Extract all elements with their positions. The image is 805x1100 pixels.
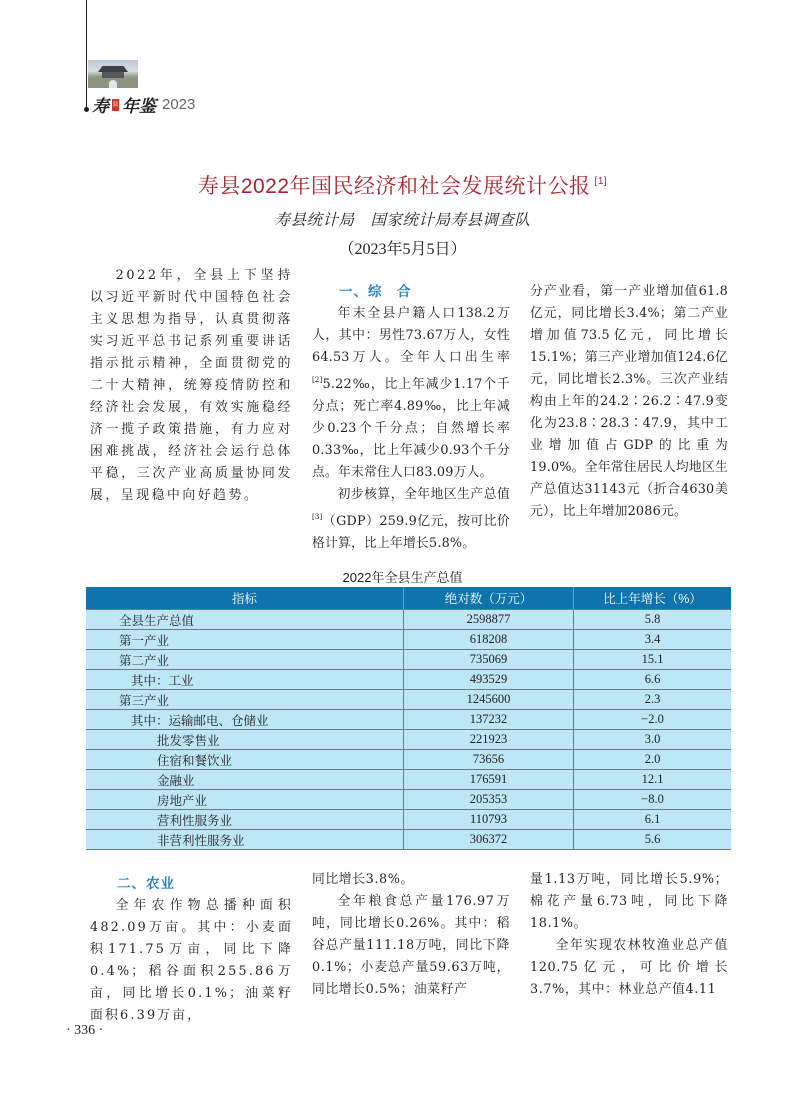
section2-column (90, 873, 293, 1027)
row-value: 205353 (404, 790, 574, 810)
row-growth: 12.1 (574, 770, 732, 790)
table-row (86, 830, 731, 850)
document-authors: 寿县统计局 国家统计局寿县调查队 (274, 211, 531, 229)
population-paragraph (312, 303, 510, 484)
row-indicator: 住宿和餐饮业 (86, 750, 404, 770)
row-growth: −2.0 (574, 710, 732, 730)
document-date: （2023年5月5日） (338, 241, 467, 258)
intro-column (90, 265, 293, 507)
footnote-mark-2: [2] (312, 376, 323, 384)
row-indicator: 金融业 (86, 770, 404, 790)
page-number: · 336 · (66, 1023, 104, 1038)
header-value: 绝对数（万元） (404, 587, 574, 610)
row-growth: 5.8 (574, 610, 732, 630)
table-row (86, 630, 731, 650)
table-row (86, 670, 731, 690)
population-text-a: 年末全县户籍人口138.2万人，其中：男性73.67万人，女性64.53万人。全年人口出生率 (312, 306, 510, 365)
industry-paragraph: 分产业看，第一产业增加值61.8亿元，同比增长3.4%；第二产业增加值73.5亿元，同比增长15.1%；第三产业增加值124.6亿元，同比增长2.3%。三次产业结构由上年的24.2∶26.2∶47.9变化为23.8∶28.3∶47.9，其中工业增加值占GDP的比重为19.0%。全年常住居民人均地区生产总值达31143元（折合4630美元），比上年增加2086元。 (530, 284, 728, 519)
section2-heading: 二、农业 (117, 876, 175, 891)
section1-heading: 一、综 合 (339, 284, 412, 299)
row-indicator: 营利性服务业 (86, 810, 404, 830)
gdp-text-b: （GDP）259.9亿元，按可比价格计算，比上年增长5.8%。 (312, 514, 510, 551)
gate-arch-shape (109, 80, 117, 88)
row-growth: 6.1 (574, 810, 732, 830)
row-indicator: 其中：运输邮电、仓储业 (86, 710, 404, 730)
table-row (86, 770, 731, 790)
row-growth: 3.0 (574, 730, 732, 750)
grain-output-continued: 量1.13万吨，同比增长5.9%；棉花产量6.73吨，同比下降18.1%。 (530, 872, 728, 931)
intro-paragraph: 2022年，全县上下坚持以习近平新时代中国特色社会主义思想为指导，认真贯彻落实习近平总书记系列重要讲话指示批示精神，全面贯彻党的二十大精神，统筹疫情防控和经济社会发展，有效实施稳经济一揽子政策措施，有力应对困难挑战，经济社会运行总体平稳，三次产业高质量协同发展，呈现稳中向好趋势。 (90, 268, 293, 503)
row-growth: 2.3 (574, 690, 732, 710)
sown-area-paragraph: 全年农作物总播种面积482.09万亩。其中：小麦面积171.75万亩，同比下降0.4%；稻谷面积255.86万亩，同比增长0.1%；油菜籽面积6.39万亩， (90, 898, 293, 1023)
sown-area-continued: 同比增长3.8%。 (312, 872, 414, 887)
row-indicator: 批发零售业 (86, 730, 404, 750)
row-indicator: 其中：工业 (86, 670, 404, 690)
city-gate-photo (88, 60, 138, 88)
header-rule-dot (84, 107, 89, 112)
table-row (86, 750, 731, 770)
gdp-paragraph (312, 484, 510, 555)
row-value: 221923 (404, 730, 574, 750)
title-footnote-mark: [1] (594, 176, 608, 187)
table-header-row (86, 587, 731, 610)
table-row (86, 610, 731, 630)
row-growth: −8.0 (574, 790, 732, 810)
row-growth: 15.1 (574, 650, 732, 670)
row-indicator: 房地产业 (86, 790, 404, 810)
section1-column (312, 281, 510, 555)
row-value: 110793 (404, 810, 574, 830)
red-seal-icon: 县 (112, 99, 119, 111)
table-row (86, 790, 731, 810)
row-value: 493529 (404, 670, 574, 690)
header-growth: 比上年增长（%） (574, 587, 732, 610)
title-block (0, 170, 805, 259)
row-indicator: 第一产业 (86, 630, 404, 650)
yearbook-brand (92, 92, 195, 117)
brand-text: 年鉴 (122, 97, 156, 117)
agri-output-paragraph: 全年实现农林牧渔业总产值120.75亿元，可比价增长3.7%，其中：林业总产值4.11 (530, 938, 728, 997)
row-growth: 6.6 (574, 670, 732, 690)
brand-year: 2023 (162, 96, 196, 113)
row-growth: 2.0 (574, 750, 732, 770)
section2-column-2 (312, 869, 510, 1001)
section2-column-3 (530, 869, 728, 1001)
row-value: 735069 (404, 650, 574, 670)
row-value: 73656 (404, 750, 574, 770)
gdp-text-a: 初步核算，全年地区生产总值 (337, 487, 510, 502)
table-caption: 2022年全县生产总值 (342, 570, 463, 585)
row-value: 2598877 (404, 610, 574, 630)
table-row (86, 690, 731, 710)
row-value: 618208 (404, 630, 574, 650)
row-indicator: 全县生产总值 (86, 610, 404, 630)
document-title (0, 170, 805, 200)
row-growth: 3.4 (574, 630, 732, 650)
table-row (86, 710, 731, 730)
header-indicator: 指标 (86, 587, 404, 610)
row-value: 137232 (404, 710, 574, 730)
row-indicator: 第二产业 (86, 650, 404, 670)
document-title-text: 寿县2022年国民经济和社会发展统计公报 (197, 175, 591, 198)
population-text-b: 5.22‰，比上年减少1.17个千分点；死亡率4.89‰，比上年减少0.23个千分点；自然增长率0.33‰，比上年减少0.93个千分点。年末常住人口83.09万人。 (312, 377, 510, 480)
row-indicator: 第三产业 (86, 690, 404, 710)
section1-column-continued (530, 281, 728, 523)
row-growth: 5.6 (574, 830, 732, 850)
gdp-table (86, 587, 731, 850)
table-row (86, 650, 731, 670)
row-indicator: 非营利性服务业 (86, 830, 404, 850)
grain-output-paragraph: 全年粮食总产量176.97万吨，同比增长0.26%。其中：稻谷总产量111.18万吨，同比下降0.1%；小麦总产量59.63万吨，同比增长0.5%；油菜籽产 (312, 894, 510, 997)
table-row (86, 810, 731, 830)
header-rule (86, 0, 87, 110)
row-value: 1245600 (404, 690, 574, 710)
brand-char: 寿 (92, 97, 109, 117)
footnote-mark-3: [3] (312, 513, 323, 521)
row-value: 306372 (404, 830, 574, 850)
row-value: 176591 (404, 770, 574, 790)
table-row (86, 730, 731, 750)
